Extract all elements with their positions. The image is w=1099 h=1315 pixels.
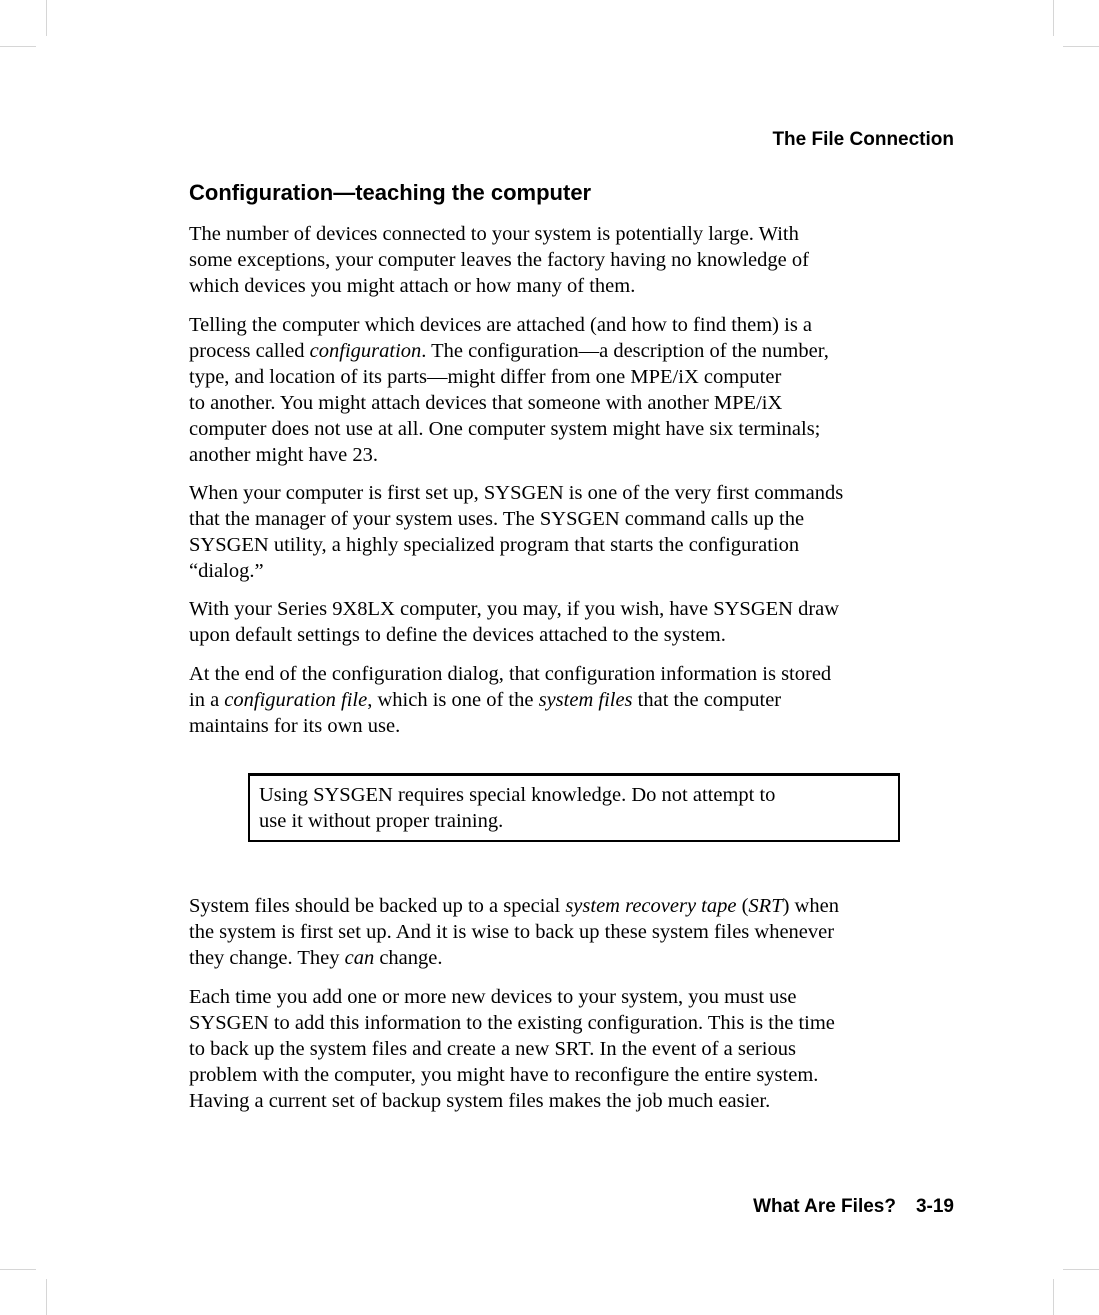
text-line: SYSGEN utility, a highly specialized program that starts the configuration <box>189 534 800 556</box>
paragraph-srt-backup <box>189 893 959 971</box>
text-line <box>189 338 959 364</box>
text-line <box>189 687 959 713</box>
text-line: type, and location of its parts—might differ from one MPE/iX computer <box>189 366 782 388</box>
term-can: can <box>344 947 375 969</box>
paragraph-configuration-definition <box>189 312 959 468</box>
text-line: “dialog.” <box>189 560 264 582</box>
text-line: to back up the system files and create a new SRT. In the event of a serious <box>189 1038 796 1060</box>
paragraph-default-settings <box>189 596 959 648</box>
page-footer <box>753 1196 954 1218</box>
paragraph-device-count <box>189 221 959 299</box>
text-line: which devices you might attach or how many of them. <box>189 275 636 297</box>
text-run: . The configuration—a description of the number, <box>421 340 829 362</box>
text-run: System files should be backed up to a special <box>189 895 566 917</box>
section-heading: Configuration—teaching the computer <box>189 180 592 205</box>
text-line: that the manager of your system uses. The SYSGEN command calls up the <box>189 508 805 530</box>
text-line: to another. You might attach devices that someone with another MPE/iX <box>189 392 783 414</box>
text-run: in a <box>189 689 225 711</box>
text-line <box>189 945 959 971</box>
text-line: use it without proper training. <box>259 810 504 832</box>
text-line: the system is first set up. And it is wise to back up these system files whenever <box>189 921 835 943</box>
term-system-files: system files <box>538 689 633 711</box>
text-line: Using SYSGEN requires special knowledge. Do not attempt to <box>259 784 776 806</box>
term-system-recovery-tape: system recovery tape <box>565 895 737 917</box>
text-line: another might have 23. <box>189 444 379 466</box>
paragraph-new-devices <box>189 984 959 1114</box>
paragraph-configuration-file <box>189 661 959 739</box>
text-run: change. <box>374 947 443 969</box>
text-line: Each time you add one or more new devices to your system, you must use <box>189 986 797 1008</box>
crop-mark-top-right-v <box>1053 0 1054 36</box>
text-run: , which is one of the <box>367 689 539 711</box>
page-number: 3-19 <box>915 1196 954 1217</box>
text-line: maintains for its own use. <box>189 715 401 737</box>
text-line: computer does not use at all. One computer system might have six terminals; <box>189 418 821 440</box>
crop-mark-bottom-right-v <box>1053 1279 1054 1315</box>
crop-mark-top-right-h <box>1063 46 1099 47</box>
term-srt: SRT <box>748 895 783 917</box>
text-line <box>189 893 959 919</box>
chapter-title: What Are Files? <box>753 1196 896 1217</box>
text-line: When your computer is first set up, SYSGEN is one of the very first commands <box>189 482 844 504</box>
crop-mark-top-left-h <box>0 46 36 47</box>
text-line: Having a current set of backup system files makes the job much easier. <box>189 1090 771 1112</box>
crop-mark-bottom-right-h <box>1063 1269 1099 1270</box>
paragraph-sysgen-intro <box>189 480 959 584</box>
running-head: The File Connection <box>772 129 954 150</box>
text-run: ( <box>736 895 749 917</box>
caution-note-box <box>248 773 900 842</box>
term-configuration: configuration <box>309 340 422 362</box>
term-configuration-file: configuration file <box>224 689 368 711</box>
caution-note-text <box>250 776 898 834</box>
text-line: Telling the computer which devices are attached (and how to find them) is a <box>189 314 813 336</box>
text-line: At the end of the configuration dialog, that configuration information is stored <box>189 663 832 685</box>
text-line: some exceptions, your computer leaves the factory having no knowledge of <box>189 249 809 271</box>
text-run: process called <box>189 340 310 362</box>
crop-mark-top-left-v <box>46 0 47 36</box>
crop-mark-bottom-left-v <box>46 1279 47 1315</box>
crop-mark-bottom-left-h <box>0 1269 36 1270</box>
text-line: problem with the computer, you might have to reconfigure the entire system. <box>189 1064 819 1086</box>
text-line: SYSGEN to add this information to the existing configuration. This is the time <box>189 1012 835 1034</box>
text-line: With your Series 9X8LX computer, you may, if you wish, have SYSGEN draw <box>189 598 840 620</box>
text-run: that the computer <box>632 689 782 711</box>
text-run: ) when <box>782 895 839 917</box>
text-run: they change. They <box>189 947 345 969</box>
text-line: upon default settings to define the devices attached to the system. <box>189 624 726 646</box>
text-line: The number of devices connected to your system is potentially large. With <box>189 223 799 245</box>
